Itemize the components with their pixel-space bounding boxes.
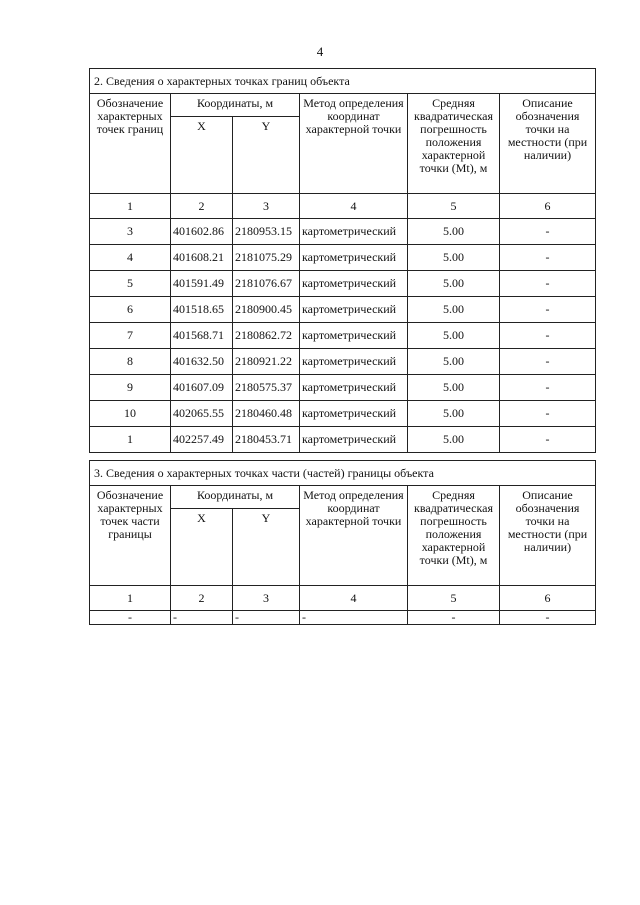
table-row [90,427,596,453]
error-cell: - [408,611,500,625]
point-cell: 9 [90,375,171,401]
x-coordinate-cell: 401607.09 [171,375,233,401]
header-y: Y [233,117,300,194]
method-cell: картометрический [300,297,408,323]
header-coordinates: Координаты, м [171,486,300,509]
column-number: 1 [90,586,171,611]
header-designation: Обозначение характерных точек границ [90,94,171,194]
table-row [90,271,596,297]
header-x: X [171,117,233,194]
method-cell: картометрический [300,323,408,349]
x-coordinate-cell: 401568.71 [171,323,233,349]
method-cell: картометрический [300,349,408,375]
column-number: 2 [171,586,233,611]
method-cell: картометрический [300,401,408,427]
boundary-points-table [89,68,596,453]
y-coordinate-cell: 2180862.72 [233,323,300,349]
description-cell: - [500,375,596,401]
description-cell: - [500,323,596,349]
table-row [90,245,596,271]
table-row [90,323,596,349]
header-y: Y [233,509,300,586]
table-row [90,349,596,375]
description-cell: - [500,219,596,245]
column-number: 4 [300,194,408,219]
method-cell: картометрический [300,427,408,453]
x-coordinate-cell: 401602.86 [171,219,233,245]
x-coordinate-cell: 402257.49 [171,427,233,453]
header-method: Метод определения координат характерной точки [300,486,408,586]
point-cell: 1 [90,427,171,453]
error-cell: 5.00 [408,401,500,427]
header-method: Метод определения координат характерной точки [300,94,408,194]
column-number: 4 [300,586,408,611]
header-error: Средняя квадратическая погрешность положения характерной точки (Mt), м [408,486,500,586]
method-cell: картометрический [300,375,408,401]
table-row [90,297,596,323]
y-coordinate-cell: 2180921.22 [233,349,300,375]
error-cell: 5.00 [408,271,500,297]
x-coordinate-cell: 401632.50 [171,349,233,375]
header-x: X [171,509,233,586]
method-cell: картометрический [300,219,408,245]
description-cell: - [500,297,596,323]
x-coordinate-cell: 401518.65 [171,297,233,323]
header-designation: Обозначение характерных точек части границы [90,486,171,586]
error-cell: 5.00 [408,375,500,401]
column-number: 3 [233,586,300,611]
point-cell: 5 [90,271,171,297]
header-error: Средняя квадратическая погрешность положения характерной точки (Mt), м [408,94,500,194]
x-coordinate-cell: 401591.49 [171,271,233,297]
y-coordinate-cell: 2180575.37 [233,375,300,401]
description-cell: - [500,427,596,453]
point-cell: 10 [90,401,171,427]
column-number: 3 [233,194,300,219]
description-cell: - [500,349,596,375]
part-boundary-points-body [90,611,596,625]
point-cell: 6 [90,297,171,323]
column-number: 1 [90,194,171,219]
error-cell: 5.00 [408,323,500,349]
point-cell: 3 [90,219,171,245]
table-row [90,375,596,401]
header-coordinates: Координаты, м [171,94,300,117]
error-cell: 5.00 [408,349,500,375]
column-number: 6 [500,586,596,611]
y-coordinate-cell: 2180900.45 [233,297,300,323]
x-coordinate-cell: 401608.21 [171,245,233,271]
description-cell: - [500,245,596,271]
y-coordinate-cell: 2180460.48 [233,401,300,427]
part-boundary-points-table [89,460,596,625]
column-number: 2 [171,194,233,219]
y-coordinate-cell: 2181075.29 [233,245,300,271]
column-number: 5 [408,194,500,219]
error-cell: 5.00 [408,245,500,271]
column-number: 6 [500,194,596,219]
y-coordinate-cell: 2181076.67 [233,271,300,297]
y-coordinate-cell: 2180453.71 [233,427,300,453]
page-number: 4 [316,44,324,59]
x-coordinate-cell: - [171,611,233,625]
boundary-points-body [90,219,596,453]
section-2-title: 2. Сведения о характерных точках границ объекта [90,69,596,94]
method-cell: картометрический [300,245,408,271]
x-coordinate-cell: 402065.55 [171,401,233,427]
description-cell: - [500,611,596,625]
description-cell: - [500,401,596,427]
method-cell: картометрический [300,271,408,297]
table-row [90,219,596,245]
column-number: 5 [408,586,500,611]
method-cell: - [300,611,408,625]
section-3-title: 3. Сведения о характерных точках части (частей) границы объекта [90,461,596,486]
error-cell: 5.00 [408,219,500,245]
description-cell: - [500,271,596,297]
table-row [90,401,596,427]
point-cell: 8 [90,349,171,375]
point-cell: 4 [90,245,171,271]
y-coordinate-cell: - [233,611,300,625]
header-description: Описание обозначения точки на местности (при наличии) [500,94,596,194]
table-row [90,611,596,625]
error-cell: 5.00 [408,297,500,323]
y-coordinate-cell: 2180953.15 [233,219,300,245]
point-cell: - [90,611,171,625]
header-description: Описание обозначения точки на местности (при наличии) [500,486,596,586]
point-cell: 7 [90,323,171,349]
error-cell: 5.00 [408,427,500,453]
